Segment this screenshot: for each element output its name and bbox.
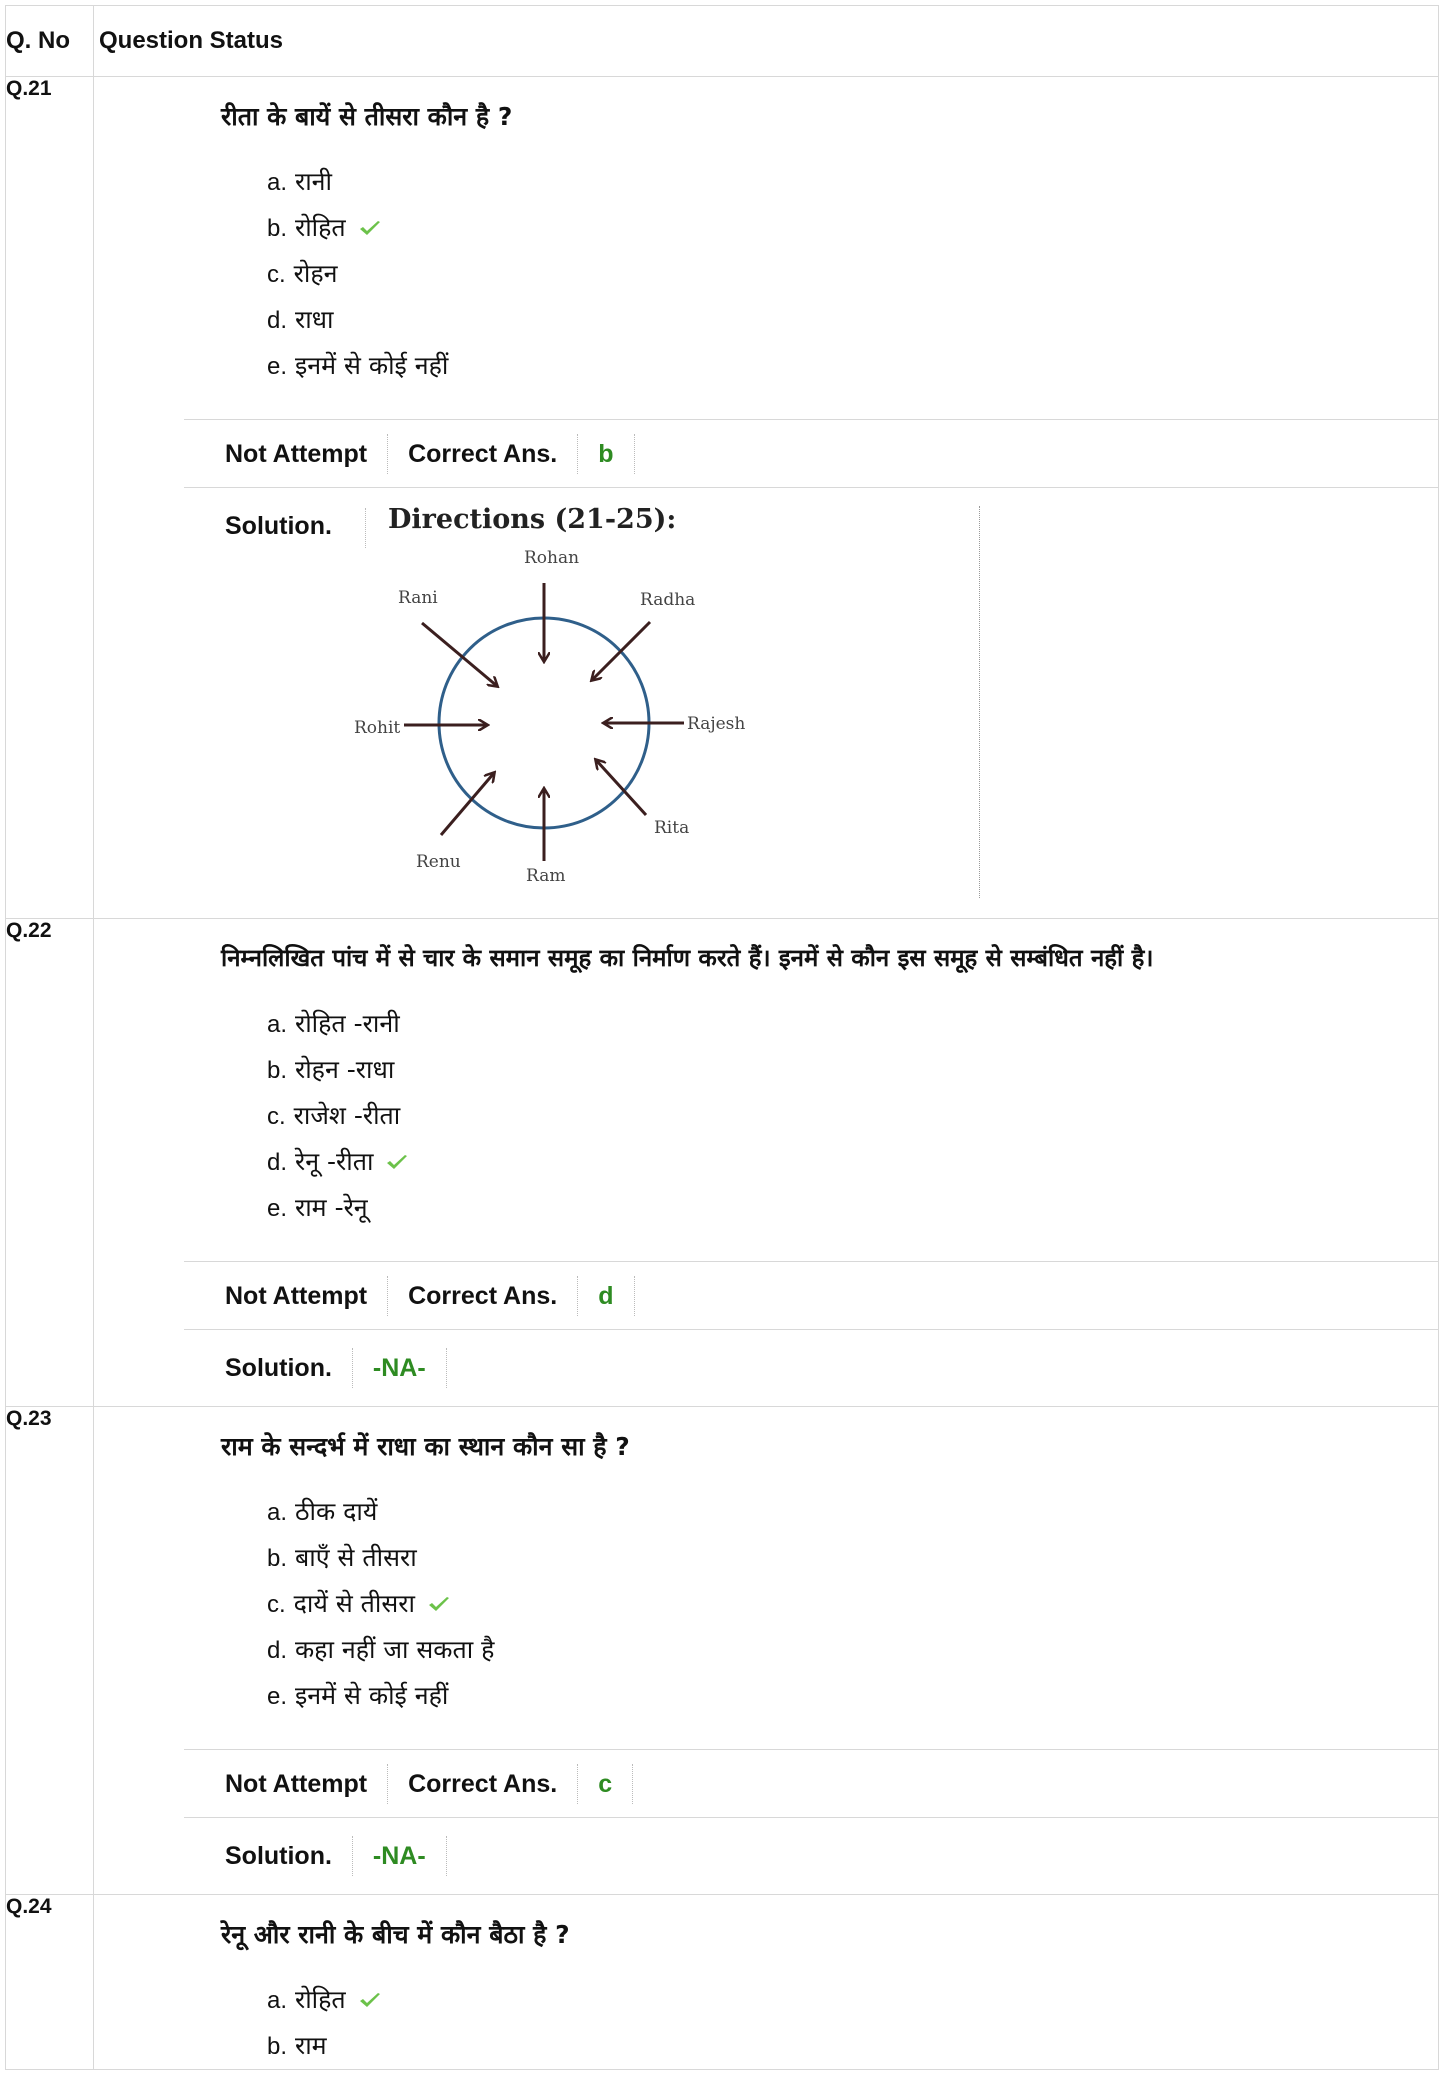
solution-row <box>184 1329 1438 1406</box>
attempt-status: Not Attempt <box>184 1764 388 1804</box>
label-radha: Radha <box>640 590 696 610</box>
question-number: Q.23 <box>6 1407 94 1895</box>
option-b: b. बाएँ से तीसरा <box>267 1543 417 1572</box>
attempt-status: Not Attempt <box>184 1276 388 1316</box>
arrow-rani <box>422 623 497 686</box>
option-b: b. रोहित <box>267 205 1438 251</box>
status-row <box>184 1749 1438 1817</box>
option-c: c. राजेश -रीता <box>267 1101 401 1130</box>
arrow-radha <box>592 622 650 680</box>
question-text: रेनू और रानी के बीच में कौन बैठा है ? <box>221 1920 570 1949</box>
check-icon <box>385 1154 409 1172</box>
solution-divider <box>365 508 366 548</box>
status-row <box>184 1261 1438 1329</box>
correct-ans-label: Correct Ans. <box>388 1764 578 1804</box>
option-a: a. ठीक दायें <box>267 1497 378 1526</box>
seating-diagram <box>354 543 746 903</box>
question-text: राम के सन्दर्भ में राधा का स्थान कौन सा है ? <box>221 1432 630 1461</box>
solution-row <box>184 1817 1438 1894</box>
option-a: a. रानी <box>267 167 333 196</box>
option-e: e. राम -रेनू <box>267 1193 368 1222</box>
table-header-row <box>6 6 1439 77</box>
options-list <box>94 147 1438 419</box>
option-c: c. दायें से तीसरा <box>267 1581 1438 1627</box>
option-d: d. राधा <box>267 305 334 334</box>
correct-ans-label: Correct Ans. <box>388 434 578 474</box>
correct-ans-value: c <box>578 1764 633 1804</box>
solution-label: Solution. <box>184 1348 353 1388</box>
header-qno: Q. No <box>6 6 94 77</box>
header-status: Question Status <box>94 6 1439 77</box>
check-icon <box>427 1596 451 1614</box>
label-rajesh: Rajesh <box>687 714 746 734</box>
check-icon <box>358 220 382 238</box>
options-list <box>94 1477 1438 1749</box>
directions-title: Directions (21-25): <box>388 504 677 535</box>
table-row <box>6 919 1439 1407</box>
question-number: Q.21 <box>6 77 94 919</box>
label-rani: Rani <box>398 588 438 608</box>
label-renu: Renu <box>416 852 461 872</box>
question-body <box>94 1407 1439 1895</box>
correct-ans-value: d <box>578 1276 634 1316</box>
option-d: d. रेनू -रीता <box>267 1139 1438 1185</box>
option-d: d. कहा नहीं जा सकता है <box>267 1635 495 1664</box>
question-number: Q.24 <box>6 1895 94 2070</box>
option-a: a. रोहित <box>267 1977 1438 2023</box>
label-rohit: Rohit <box>354 718 401 738</box>
solution-text: -NA- <box>353 1348 447 1388</box>
status-row <box>184 419 1438 487</box>
question-number: Q.22 <box>6 919 94 1407</box>
attempt-status: Not Attempt <box>184 434 388 474</box>
question-text: रीता के बायें से तीसरा कौन है ? <box>221 102 513 131</box>
label-rohan: Rohan <box>524 548 580 568</box>
question-table <box>5 5 1439 2070</box>
table-row <box>6 1895 1439 2070</box>
options-list <box>94 1965 1438 2069</box>
option-a: a. रोहित -रानी <box>267 1009 400 1038</box>
table-row <box>6 1407 1439 1895</box>
question-body <box>94 1895 1439 2070</box>
option-b: b. राम <box>267 2031 327 2060</box>
question-body <box>94 77 1439 919</box>
label-rita: Rita <box>654 818 690 838</box>
label-ram: Ram <box>526 866 566 886</box>
option-e: e. इनमें से कोई नहीं <box>267 351 449 380</box>
solution-text: -NA- <box>353 1836 447 1876</box>
solution-label: Solution. <box>184 1836 353 1876</box>
option-b: b. रोहन -राधा <box>267 1055 395 1084</box>
option-e: e. इनमें से कोई नहीं <box>267 1681 449 1710</box>
question-text: निम्नलिखित पांच में से चार के समान समूह का निर्माण करते हैं। इनमें से कौन इस समूह से सम्बंधित नहीं है। <box>221 944 1154 972</box>
correct-ans-value: b <box>578 434 634 474</box>
solution-label: Solution. <box>225 512 332 540</box>
arrow-renu <box>441 773 494 835</box>
correct-ans-label: Correct Ans. <box>388 1276 578 1316</box>
check-icon <box>358 1992 382 2010</box>
option-c: c. रोहन <box>267 259 338 288</box>
solution-right-border <box>979 506 980 898</box>
table-row <box>6 77 1439 919</box>
options-list <box>94 989 1438 1261</box>
question-body <box>94 919 1439 1407</box>
solution-row <box>184 487 1438 918</box>
